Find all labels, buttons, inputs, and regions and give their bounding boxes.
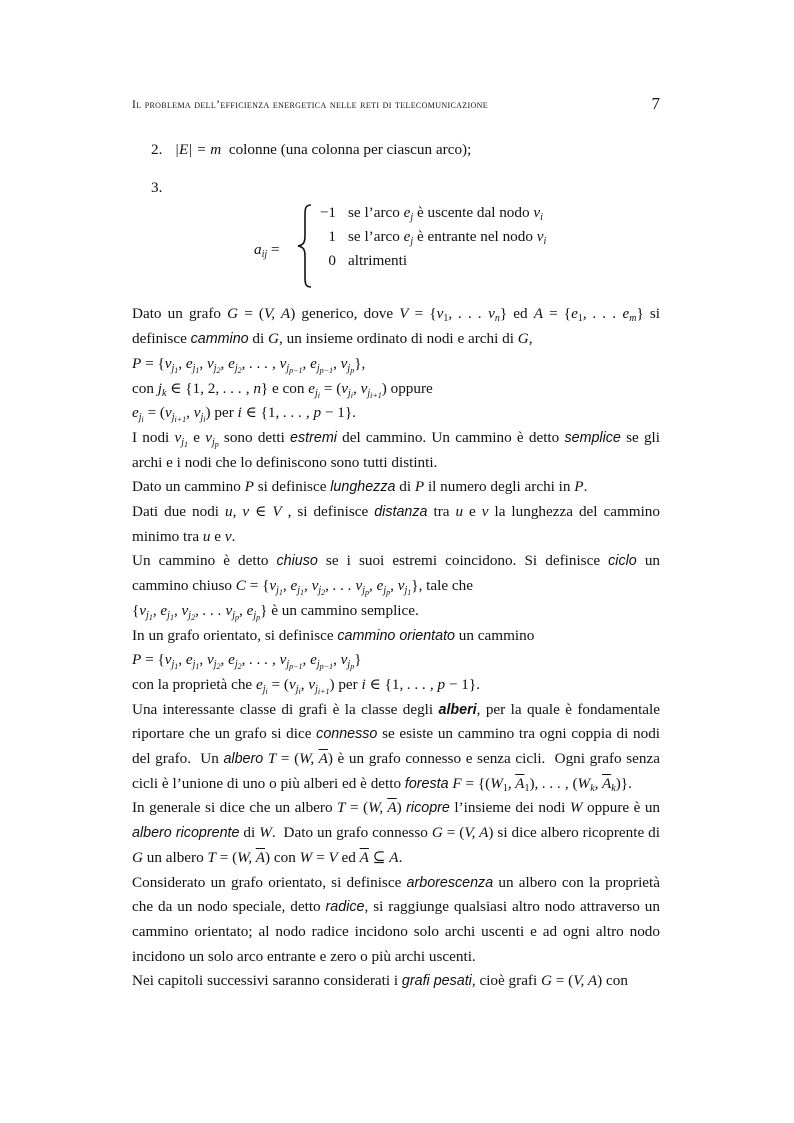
list-number: 2. <box>151 141 163 158</box>
paragraph-grafi-pesati: Nei capitoli successivi saranno considerati i grafi pesati, cioè grafi G = (V, A) con <box>132 972 628 990</box>
paragraph-estremi: I nodi $v_{j_1}$ e $v_{j_p}$ sono detti estremi del cammino. Un cammino è detto semplice se gli archi e i nodi che lo definiscono sono tutti distinti. <box>132 428 660 471</box>
paragraph-cammino: Dato un grafo G = (V, A) generico, dove $V = \{v_1$, . . . $v_n$} ed $A = \{e_1$, . . . $e_m$} si definisce cammino di G, un insieme ordinato di nodi e archi di G, $P = \{v_{j_1}$, $e_{j_1}$, $v_{j_2}$, $e_{j_2}$, . . . , $v_{j_{p-1}}$, $e_{j_{p-1}}$, $v_{j_p}$}, con $j_k$ ∈ {1, 2, . . . , n} e con $e_{j_i} = (v_{j_i}$, $v_{j_{i+1}}$) oppure $e_{j_i} = (v_{j_{i+1}}$, $v_{j_i}$) per i ∈ {1, . . . , p − 1}. <box>132 305 661 425</box>
page-number: 7 <box>651 94 660 113</box>
list-item-text: colonne (una colonna per ciascun arco); <box>228 141 472 158</box>
paragraph-arborescenza: Considerato un grafo orientato, si definisce arborescenza un albero con la proprietà che da un nodo speciale, detto radice, si raggiunge qualsiasi altro nodo attraverso un cammino orientato; al nodo radice incidono solo archi uscenti e ad ogni altro nodo incidono un solo arco entrante e zero o più archi uscenti. <box>132 873 660 965</box>
case-row-outgoing: −1 se l’arco $e_j$ è uscente dal nodo $v_i$ <box>319 204 543 224</box>
term-connesso: connesso <box>316 726 378 743</box>
paragraph-lunghezza: Dato un cammino P si definisce lunghezza di P il numero degli archi in P. <box>132 478 588 496</box>
case-row-otherwise: 0 altrimenti <box>328 252 408 270</box>
paragraph-distanza: Dati due nodi u, v ∈ V , si definisce distanza tra u e v la lunghezza del cammino minimo tra u e v. <box>132 503 660 545</box>
header-title: Il problema dell’efficienza energetica nelle reti di telecomunicazione <box>132 98 489 111</box>
term-ciclo: ciclo <box>608 553 637 570</box>
paragraph-ricoprente: In generale si dice che un albero T = (W, $\overline{A}$) ricopre l’insieme dei nodi W oppure è un albero ricoprente di W. Dato un grafo connesso G = (V, A) si dice albero ricoprente di G un albero T = (W, $\overline{A}$) con W = V ed $\overline{A}$ ⊆ A. <box>132 799 661 866</box>
left-brace <box>297 204 313 288</box>
incidence-matrix-definition <box>132 202 660 294</box>
term-foresta: foresta <box>404 775 449 792</box>
paragraph-ciclo: Un cammino è detto chiuso se i suoi estremi coincidono. Si definisce ciclo un cammino chiuso $C = \{v_{j_1}$, $e_{j_1}$, $v_{j_2}$, . . . $v_{j_p}$, $e_{j_p}$, $v_{j_1}$}, tale che {$v_{j_1}$, $e_{j_1}$, $v_{j_2}$, . . . $v_{j_p}$, $e_{j_p}$} è un cammino semplice. <box>132 552 661 622</box>
term-albero: albero <box>223 751 264 768</box>
body-text <box>132 138 660 994</box>
case-row-incoming: 1 se l’arco $e_j$ è entrante nel nodo $v_i$ <box>328 228 547 248</box>
list-item-2 <box>132 138 660 163</box>
term-radice: radice <box>325 899 365 916</box>
term-albero-ricoprente: albero ricoprente <box>132 825 240 842</box>
term-semplice: semplice <box>564 429 621 446</box>
term-alberi: alberi <box>438 701 477 718</box>
term-arborescenza: arborescenza <box>406 874 494 891</box>
math-aij: $a_{ij}$ = <box>254 241 280 261</box>
list-item-3 <box>132 176 660 201</box>
math-edge-count: |E| = m <box>174 141 222 158</box>
term-grafi-pesati: grafi pesati <box>401 973 472 990</box>
term-lunghezza: lunghezza <box>330 479 396 496</box>
term-chiuso: chiuso <box>276 553 318 570</box>
list-number: 3. <box>151 178 163 196</box>
term-cammino-orientato: cammino orientato <box>337 627 455 644</box>
running-header <box>132 94 660 118</box>
term-cammino: cammino <box>190 331 249 348</box>
term-distanza: distanza <box>374 504 428 521</box>
paragraph-cammino-orientato: In un grafo orientato, si definisce cammino orientato un cammino $P = \{v_{j_1}$, $e_{j_1}$, $v_{j_2}$, $e_{j_2}$, . . . , $v_{j_{p-1}}$, $e_{j_{p-1}}$, $v_{j_p}$} con la proprietà che $e_{j_i} = (v_{j_i}$, $v_{j_{i+1}}$) per i ∈ {1, . . . , p − 1}. <box>132 626 535 696</box>
term-estremi: estremi <box>290 429 337 446</box>
term-ricopre: ricopre <box>406 800 450 817</box>
paragraph-alberi: Una interessante classe di grafi è la classe degli alberi, per la quale è fondamentale riportare che un grafo si dice connesso se esiste un cammino tra ogni coppia di nodi del grafo. Un albero T = (W, $\overline{A}$) è un grafo connesso e senza cicli. Ogni grafo senza cicli è l’unione di uno o più alberi ed è detto foresta $F = \{(W_1$, $\overline{A}_1$), . . . , ($W_k$, $\overline{A}_k$)}. <box>132 700 661 794</box>
